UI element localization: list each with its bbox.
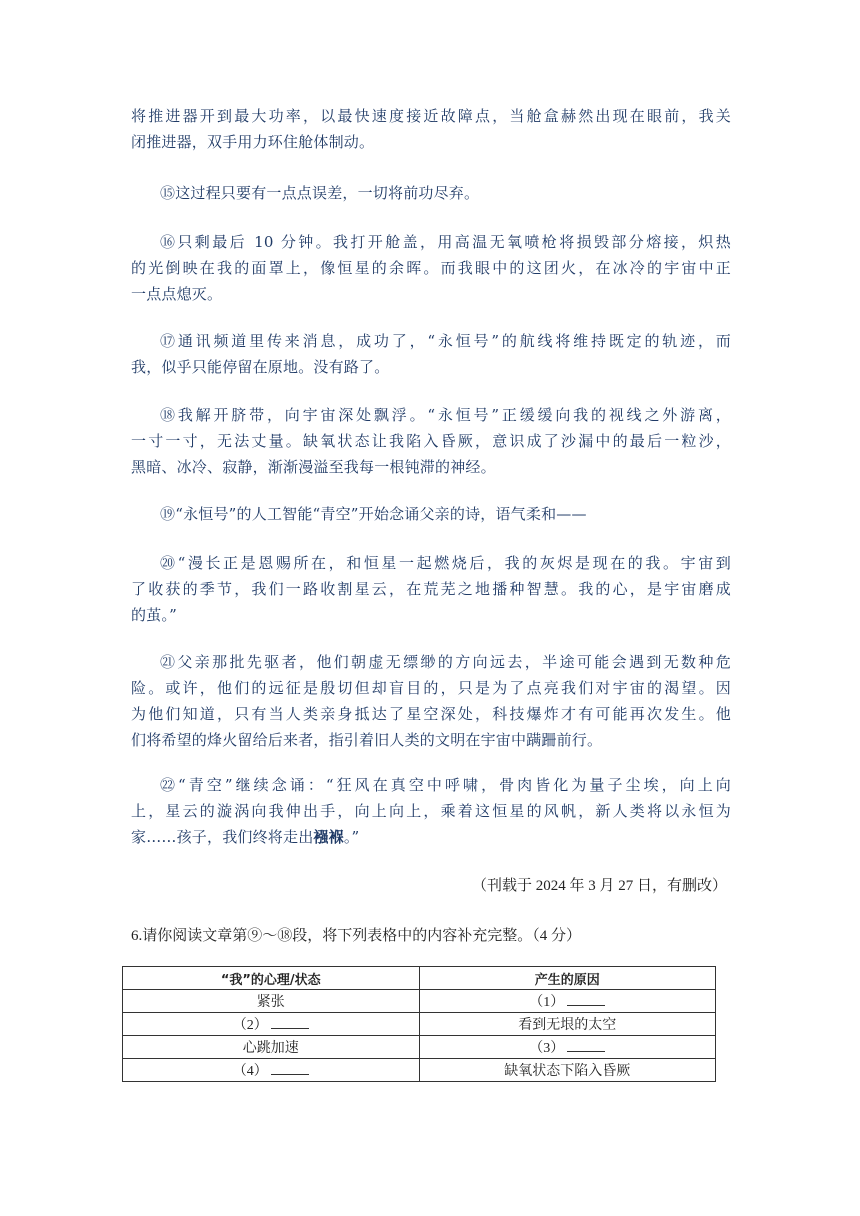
text-line: ⑯只剩最后 10 分钟。我打开舱盖，用高温无氧喷枪将损毁部分熔接，炽热: [160, 233, 731, 251]
blank-label: （3）: [529, 1041, 565, 1056]
table-cell: 缺氧状态下陷入昏厥: [419, 1059, 716, 1082]
paragraph-22: [131, 772, 731, 850]
text-line: 闭推进器，双手用力环住舱体制动。: [131, 133, 375, 151]
text-line: 我，似乎只能停留在原地。没有路了。: [131, 358, 390, 376]
answer-blank[interactable]: [567, 991, 605, 1006]
table-cell-with-blank: [419, 1036, 716, 1059]
table-cell: 心跳加速: [123, 1036, 420, 1059]
text-line: ⑱我解开脐带，向宇宙深处飘浮。“永恒号”正缓缓向我的视线之外游离，: [160, 406, 731, 424]
text-line: 们将希望的烽火留给后来者，指引着旧人类的文明在宇宙中蹒跚前行。: [131, 731, 603, 749]
text-line: 了收获的季节，我们一路收割星云，在荒芜之地播种智慧。我的心，是宇宙磨成: [131, 580, 731, 598]
paragraph-17: [131, 328, 731, 380]
text-line: ⑮这过程只要有一点点误差，一切将前功尽弃。: [160, 184, 480, 202]
answer-blank[interactable]: [567, 1037, 605, 1052]
table-cell-with-blank: [419, 990, 716, 1013]
text-line: 黑暗、冰冷、寂静，渐渐漫溢至我每一根钝滞的神经。: [131, 458, 496, 476]
source-citation: （刊载于 2024 年 3 月 27 日，有删改）: [471, 878, 727, 894]
table-cell-with-blank: [123, 1013, 420, 1036]
question-6: 6.请你阅读文章第⑨～⑱段，将下列表格中的内容补充完整。（4 分）: [131, 928, 582, 944]
text-line: 险。或许，他们的远征是殷切但却盲目的，只是为了点亮我们对宇宙的渴望。因: [131, 679, 731, 697]
blank-label: （4）: [232, 1064, 268, 1079]
paragraph-16: [131, 229, 731, 307]
text-line: ⑰通讯频道里传来消息，成功了，“永恒号”的航线将维持既定的轨迹，而: [160, 332, 731, 350]
text-line: ㉒“青空”继续念诵：“狂风在真空中呼啸，骨肉皆化为量子尘埃，向上向: [160, 776, 731, 794]
table-cell: 紧张: [123, 990, 420, 1013]
paragraph-21: [131, 649, 731, 753]
blank-label: （2）: [232, 1018, 268, 1033]
table-row: [123, 1059, 716, 1082]
text-line: 的光倒映在我的面罩上，像恒星的余晖。而我眼中的这团火，在冰冷的宇宙中正: [131, 259, 731, 277]
column-header: “我”的心理/状态: [123, 967, 420, 990]
emphasized-word: 襁褓: [313, 828, 344, 846]
paragraph-19: [131, 501, 731, 527]
paragraph-14-continued: [131, 103, 731, 155]
column-header: 产生的原因: [419, 967, 716, 990]
paragraph-18: [131, 402, 731, 480]
paragraph-20: [131, 550, 731, 628]
answer-table: [122, 966, 716, 1082]
table-row: [123, 1036, 716, 1059]
text-line: 一寸一寸，无法丈量。缺氧状态让我陷入昏厥，意识成了沙漏中的最后一粒沙，: [131, 432, 731, 450]
text-line: 为他们知道，只有当人类亲身抵达了星空深处，科技爆炸才有可能再次发生。他: [131, 705, 731, 723]
text-line: ⑲“永恒号”的人工智能“青空”开始念诵父亲的诗，语气柔和——: [160, 505, 587, 523]
text-line: 的茧。”: [131, 606, 177, 624]
answer-blank[interactable]: [271, 1014, 309, 1029]
blank-label: （1）: [529, 995, 565, 1010]
paragraph-15: [131, 180, 731, 206]
table-row: [123, 990, 716, 1013]
table-row: [123, 1013, 716, 1036]
text-line: ㉑父亲那批先驱者，他们朝虚无缥缈的方向远去，半途可能会遇到无数种危: [160, 653, 731, 671]
text-line: 一点点熄灭。: [131, 285, 223, 303]
text-line: [131, 824, 731, 850]
text-line: ⑳“漫长正是恩赐所在，和恒星一起燃烧后，我的灰烬是现在的我。宇宙到: [160, 554, 731, 572]
text-line: 将推进器开到最大功率，以最快速度接近故障点，当舱盒赫然出现在眼前，我关: [131, 107, 731, 125]
table-cell: 看到无垠的太空: [419, 1013, 716, 1036]
text-segment: 家……孩子，我们终将走出: [131, 828, 314, 846]
table-header-row: [123, 967, 716, 990]
text-segment: 。”: [343, 828, 360, 846]
table-cell-with-blank: [123, 1059, 420, 1082]
text-line: 上，星云的漩涡向我伸出手，向上向上，乘着这恒星的风帆，新人类将以永恒为: [131, 802, 731, 820]
answer-blank[interactable]: [271, 1060, 309, 1075]
